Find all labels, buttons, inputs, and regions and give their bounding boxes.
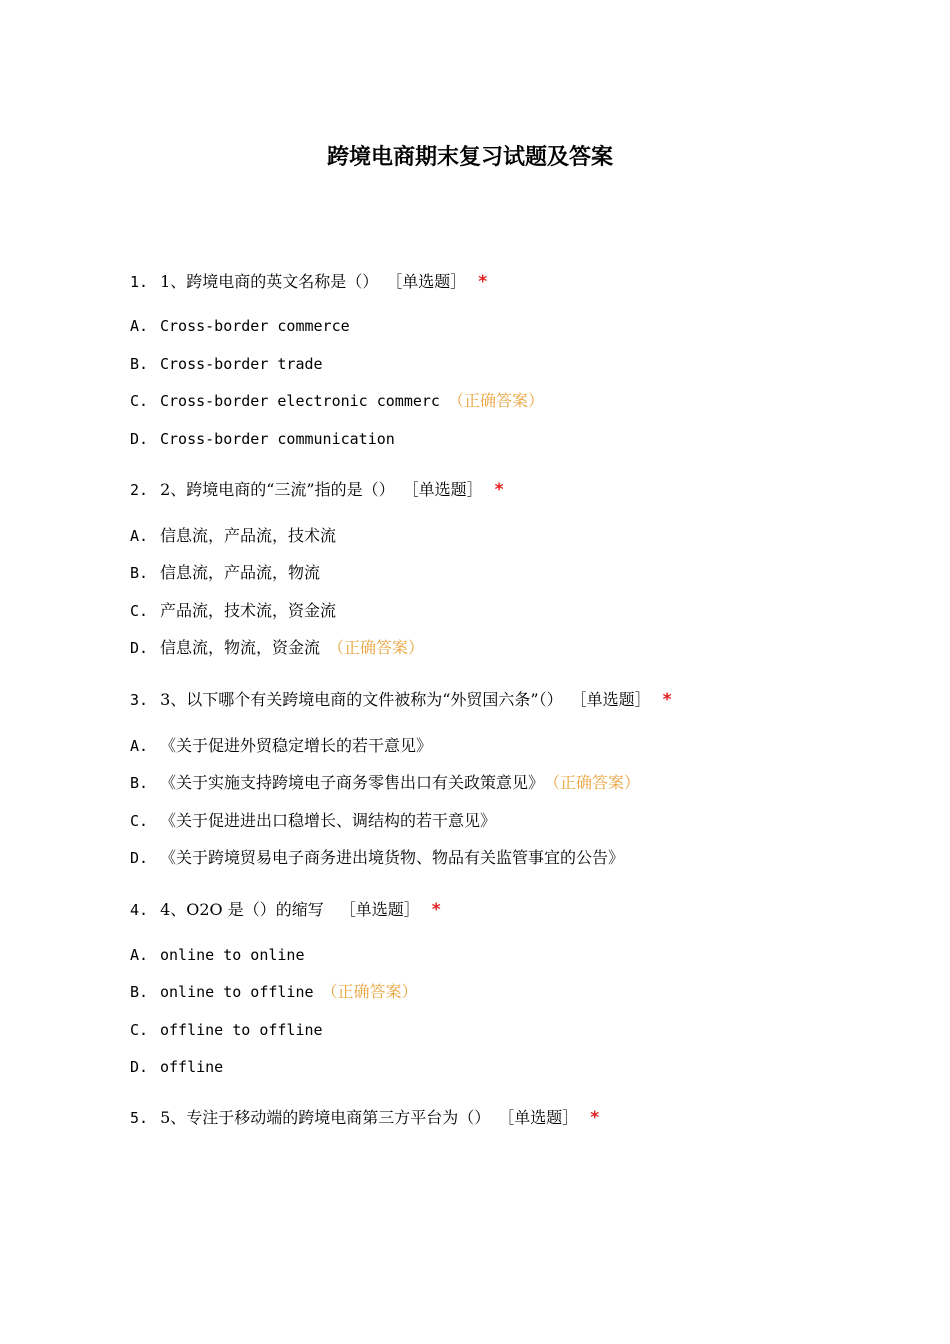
correct-answer-label: （正确答案） [328,638,425,657]
option-letter: B. [130,355,149,373]
option-text: 信息流，产品流，技术流 [160,526,337,545]
option-text: Cross-border electronic commerc [160,392,440,410]
question-number: 5. [130,1109,149,1127]
required-asterisk: * [478,272,488,292]
option-1c [130,389,850,413]
question-text: 3、以下哪个有关跨境电商的文件被称为“外贸国六条”（） [160,690,563,709]
option-text: Cross-border trade [160,355,323,373]
option-text: online to offline [160,983,314,1001]
question-text: 4、O2O 是（）的缩写 [160,900,324,919]
required-asterisk: * [662,690,672,710]
required-asterisk: * [494,480,504,500]
option-text: offline [160,1058,224,1076]
option-text: 信息流，产品流，物流 [160,563,321,582]
option-letter: B. [130,774,149,792]
option-letter: D. [130,849,149,867]
option-3c [130,809,850,833]
option-4a [130,943,850,967]
required-asterisk: * [590,1108,600,1128]
required-asterisk: * [431,900,441,920]
option-letter: D. [130,639,149,657]
question-text: 2、跨境电商的“三流”指的是（） [160,480,395,499]
option-3b [130,771,850,795]
question-type-tag: ［单选题］ [394,272,467,291]
option-text: 《关于跨境贸易电子商务进出境货物、物品有关监管事宜的公告》 [160,848,625,867]
option-text: offline to offline [160,1021,323,1039]
option-text: Cross-border commerce [160,317,350,335]
option-letter: A. [130,737,149,755]
option-letter: C. [130,392,149,410]
question-text: 1、跨境电商的英文名称是（） [160,272,379,291]
question-1 [130,270,850,294]
option-letter: B. [130,564,149,582]
option-2d [130,636,850,660]
question-type-tag: ［单选题］ [506,1108,579,1127]
option-letter: C. [130,602,149,620]
option-text: 《关于促进进出口稳增长、调结构的若干意见》 [160,811,497,830]
document-title: 跨境电商期末复习试题及答案 [326,145,613,170]
option-letter: D. [130,430,149,448]
option-letter: C. [130,1021,149,1039]
correct-answer-label: （正确答案） [321,982,418,1001]
option-text: 产品流，技术流，资金流 [160,601,337,620]
option-4c [130,1018,850,1042]
question-2 [130,478,850,502]
correct-answer-label: （正确答案） [447,391,544,410]
question-4 [130,898,850,922]
option-letter: C. [130,812,149,830]
question-3 [130,688,850,712]
question-type-tag: ［单选题］ [410,480,483,499]
option-letter: A. [130,946,149,964]
option-2c [130,599,850,623]
option-letter: D. [130,1058,149,1076]
option-text: 《关于实施支持跨境电子商务零售出口有关政策意见》 [160,773,545,792]
question-number: 1. [130,273,149,291]
option-2a [130,524,850,548]
option-1d [130,427,850,451]
option-letter: A. [130,317,149,335]
option-2b [130,561,850,585]
question-number: 2. [130,481,149,499]
question-number: 3. [130,691,149,709]
option-text: online to online [160,946,305,964]
question-text: 5、专注于移动端的跨境电商第三方平台为（） [160,1108,491,1127]
option-3a [130,734,850,758]
question-type-tag: ［单选题］ [578,690,651,709]
option-1a [130,314,850,338]
option-4d [130,1055,850,1079]
question-type-tag: ［单选题］ [339,900,420,919]
option-4b [130,980,850,1004]
option-text: Cross-border communication [160,430,395,448]
option-text: 信息流，物流，资金流 [160,638,321,657]
option-letter: A. [130,527,149,545]
option-letter: B. [130,983,149,1001]
question-5 [130,1106,850,1130]
question-number: 4. [130,901,149,919]
correct-answer-label: （正确答案） [552,773,641,792]
option-3d [130,846,850,870]
option-text: 《关于促进外贸稳定增长的若干意见》 [160,736,433,755]
option-1b [130,352,850,376]
